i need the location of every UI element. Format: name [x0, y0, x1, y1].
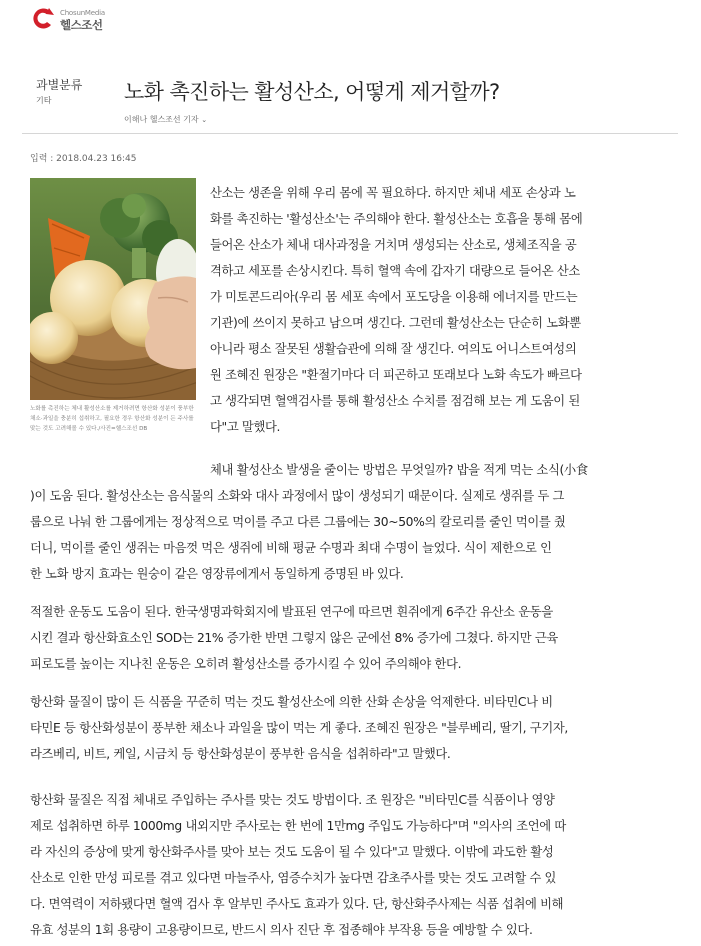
- body-line: 적절한 운동도 도움이 된다. 한국생명과학회지에 발표된 연구에 따르면 흰쥐에게 6주간 유산소 운동을: [30, 605, 553, 619]
- body-line: 항산화 물질이 많이 든 식품을 꾸준히 먹는 것도 활성산소에 의한 산화 손상을 억제한다. 비타민C나 비: [30, 695, 553, 709]
- body-line: 피로도를 높이는 지나친 운동은 오히려 활성산소를 증가시킬 수 있어 주의해야 한다.: [30, 657, 462, 671]
- subcategory-label[interactable]: 기타: [36, 96, 52, 105]
- author-byline[interactable]: [124, 114, 207, 125]
- body-line: 룹으로 나눠 한 그룹에게는 정상적으로 먹이를 주고 다른 그룹에는 30~50%의 칼로리를 줄인 먹이를 줬: [30, 515, 566, 529]
- body-line: 라즈베리, 비트, 케일, 시금치 등 항산화성분이 풍부한 음식을 섭취하라"고 말했다.: [30, 747, 451, 761]
- vegetable-basket-illustration: [30, 178, 196, 400]
- body-line: 화를 촉진하는 '활성산소'는 주의해야 한다. 활성산소는 호흡을 통해 몸에: [210, 212, 583, 226]
- chevron-down-icon: ⌄: [201, 116, 208, 124]
- body-line: 더니, 먹이를 줄인 생쥐는 마음껏 먹은 생쥐에 비해 평균 수명과 최대 수명이 늘었다. 식이 제한으로 인: [30, 541, 552, 555]
- brand-name: 헬스조선: [60, 18, 103, 32]
- author-name: 이해나 헬스조선 기자: [124, 115, 199, 124]
- body-line: 들어온 산소가 체내 대사과정을 거치며 생성되는 산소로, 생체조직을 공: [210, 238, 577, 252]
- body-line: 기관)에 쓰이지 못하고 남으며 생긴다. 그런데 활성산소는 단순히 노화뿐: [210, 316, 581, 330]
- chosun-logo-icon: [30, 6, 56, 32]
- brand-small-text: ChosunMedia: [60, 9, 105, 17]
- body-line: 시킨 결과 항산화효소인 SOD는 21% 증가한 반면 그렇지 않은 군에선 8% 증가에 그쳤다. 하지만 근육: [30, 631, 558, 645]
- body-line: 체내 활성산소 발생을 줄이는 방법은 무엇일까? 밥을 적게 먹는 소식(小食: [210, 463, 588, 477]
- body-line: 유효 성분의 1회 용량이 고용량이므로, 반드시 의사 진단 후 접종해야 부작용 등을 예방할 수 있다.: [30, 923, 533, 937]
- body-line: 산소는 생존을 위해 우리 몸에 꼭 필요하다. 하지만 체내 세포 손상과 노: [210, 186, 576, 200]
- body-line: 다. 면역력이 저하됐다면 혈액 검사 후 알부민 주사도 효과가 있다. 단, 항산화주사제는 식품 섭취에 비해: [30, 897, 564, 911]
- body-line: 타민E 등 항산화성분이 풍부한 채소나 과일을 많이 먹는 게 좋다. 조혜진 원장은 "블루베리, 딸기, 구기자,: [30, 721, 568, 735]
- article-photo: [30, 178, 196, 400]
- published-date: 입력 : 2018.04.23 16:45: [30, 154, 137, 164]
- body-line: 제로 섭취하면 하루 1000mg 내외지만 주사로는 한 번에 1만mg 주입도 가능하다"며 "의사의 조언에 따: [30, 819, 566, 833]
- body-line: )이 도움 된다. 활성산소는 음식물의 소화와 대사 과정에서 많이 생성되기 때문이다. 실제로 생쥐를 두 그: [30, 489, 565, 503]
- body-line: 항산화 물질은 직접 체내로 주입하는 주사를 맞는 것도 방법이다. 조 원장은 "비타민C를 식품이나 영양: [30, 793, 555, 807]
- image-caption: 노화를 촉진하는 체내 활성산소를 제거하려면 항산화 성분이 풍부한 채소·과일을 충분히 섭취하고, 필요한 경우 항산화 성분이 든 주사를 맞는 것도 고려해볼 수 있다./사진=헬스조선 DB: [30, 406, 194, 432]
- body-line: 원 조혜진 원장은 "환절기마다 더 피곤하고 또래보다 노화 속도가 빠르다: [210, 368, 582, 382]
- body-line: 고 생각되면 혈액검사를 통해 활성산소 수치를 점검해 보는 게 도움이 된: [210, 394, 580, 408]
- body-line: 가 미토콘드리아(우리 몸 세포 속에서 포도당을 이용해 에너지를 만드는: [210, 290, 578, 304]
- category-label[interactable]: 과별분류: [36, 78, 83, 92]
- body-line: 한 노화 방지 효과는 원숭이 같은 영장류에게서 동일하게 증명된 바 있다.: [30, 567, 404, 581]
- body-line: 아니라 평소 잘못된 생활습관에 의해 잘 생긴다. 여의도 어니스트여성의: [210, 342, 577, 356]
- body-line: 라 자신의 증상에 맞게 항산화주사를 맞아 보는 것도 도움이 될 수 있다"고 말했다. 이밖에 과도한 활성: [30, 845, 554, 859]
- article-title: 노화 촉진하는 활성산소, 어떻게 제거할까?: [124, 80, 500, 104]
- body-line: 격하고 세포를 손상시킨다. 특히 혈액 속에 갑자기 대량으로 들어온 산소: [210, 264, 580, 278]
- body-line: 산소로 인한 만성 피로를 겪고 있다면 마늘주사, 염증수치가 높다면 감초주사를 맞는 것도 고려할 수 있: [30, 871, 557, 885]
- header-divider: [22, 133, 678, 134]
- body-line: 다"고 말했다.: [210, 420, 281, 434]
